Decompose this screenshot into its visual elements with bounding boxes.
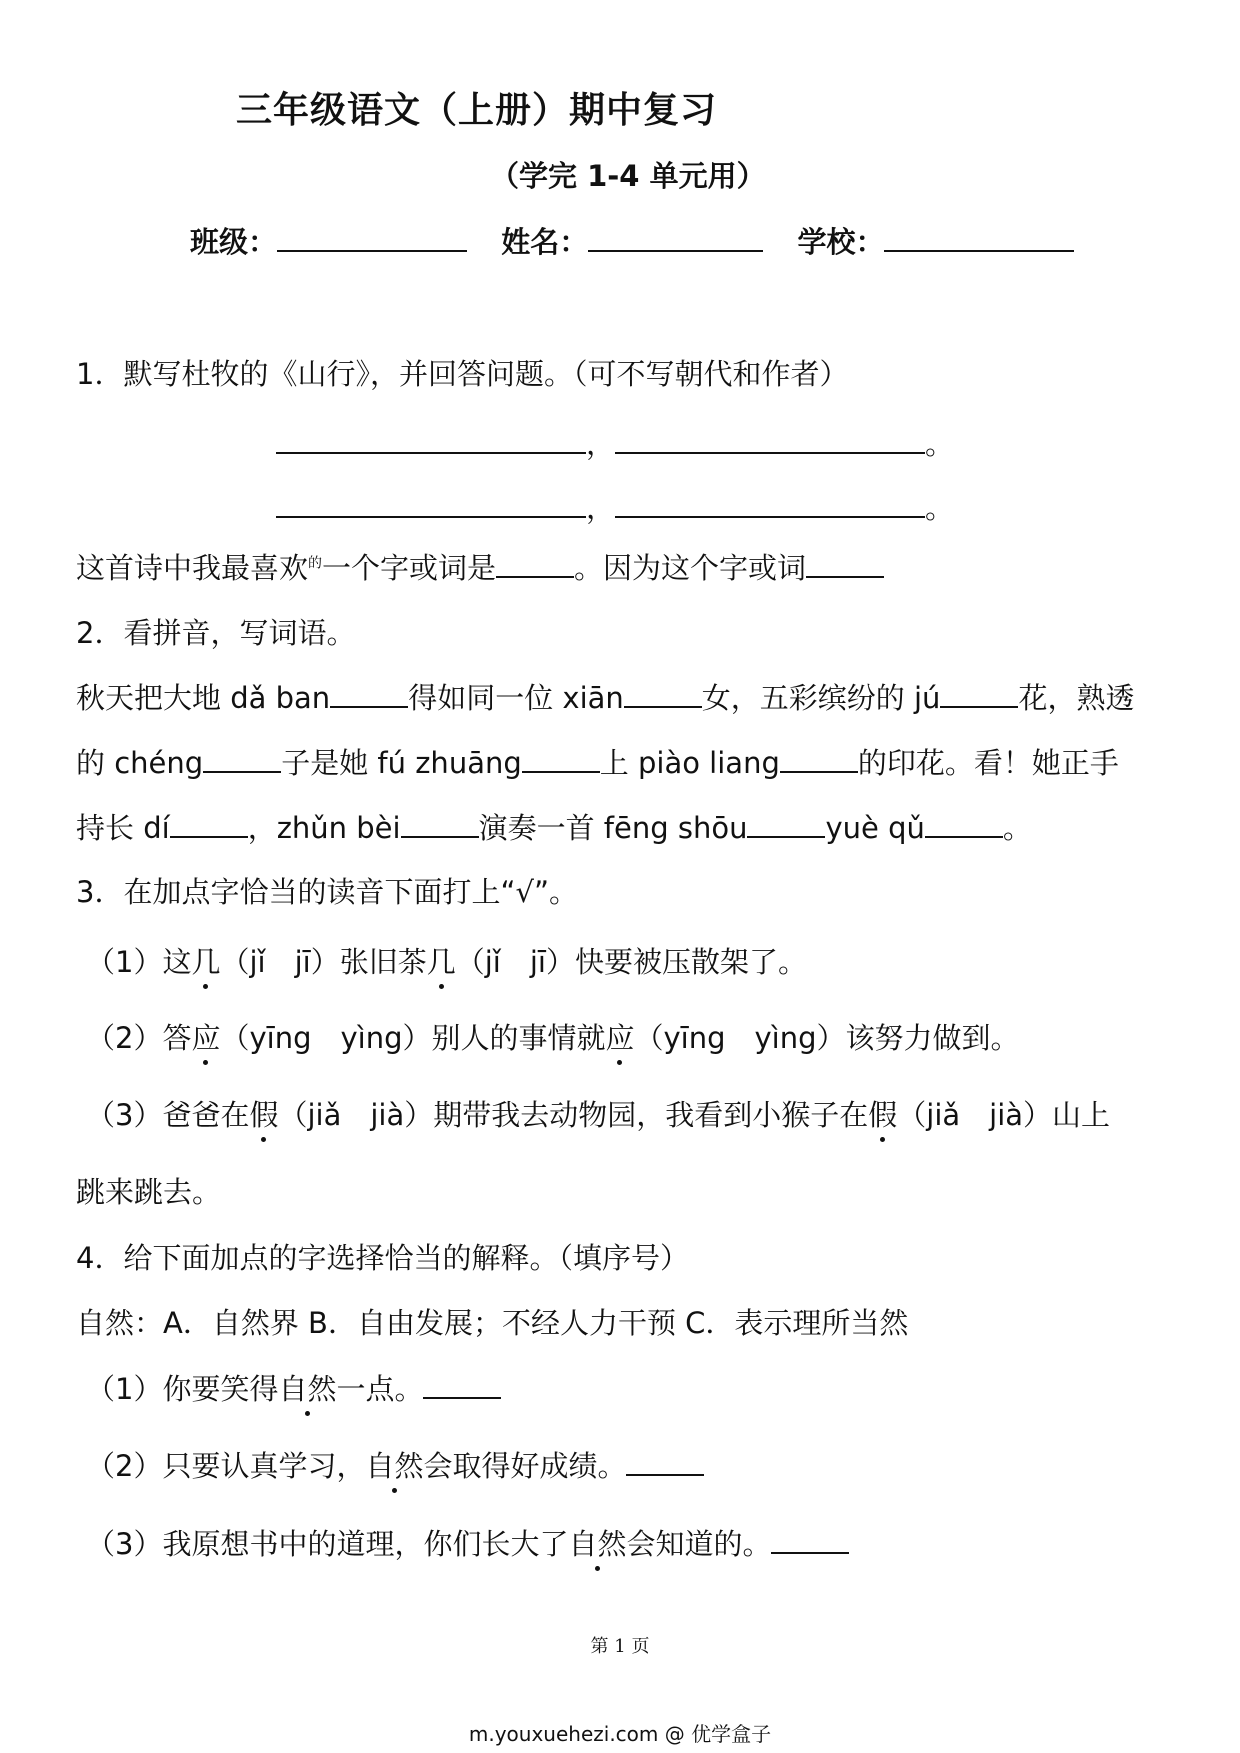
answer-blank[interactable]	[401, 807, 479, 838]
dotted-char: 自然	[365, 1444, 423, 1485]
q4-prompt: 4．给下面加点的字选择恰当的解释。（填序号）	[76, 1241, 689, 1275]
q2-text: ，zhǔn bèi	[247, 811, 401, 845]
answer-blank[interactable]	[780, 742, 858, 773]
class-label: 班级：	[190, 225, 278, 259]
class-field[interactable]	[277, 221, 467, 252]
q1-text: 。因为这个字或词	[574, 551, 807, 585]
q2-text: 持长 dí	[76, 811, 170, 845]
q3-text: （jiǎ jià）期带我去动物园，我看到小猴子在	[278, 1098, 869, 1132]
period: 。	[925, 491, 955, 525]
q2-text: 的 chéng	[76, 746, 204, 780]
q3-text: （yīng yìng）该努力做到。	[634, 1021, 1020, 1055]
comma: ，	[586, 427, 616, 461]
answer-blank[interactable]	[771, 1523, 849, 1554]
q3-text: （yīng yìng）别人的事情就	[220, 1021, 606, 1055]
q4-item-1	[86, 1367, 501, 1408]
q2-line-2	[76, 741, 1119, 782]
period: 。	[925, 427, 955, 461]
q2-text: yuè qǔ	[825, 811, 925, 845]
q2-prompt: 2．看拼音，写词语。	[76, 616, 356, 650]
answer-blank[interactable]	[624, 677, 702, 708]
dotted-char: 几	[191, 940, 220, 981]
poem-blank[interactable]	[615, 423, 925, 454]
q4-text: （2）只要认真学习，	[86, 1449, 366, 1483]
poem-blank[interactable]	[276, 487, 586, 518]
watermark: m.youxuehezi.com @ 优学盒子	[468, 1722, 772, 1746]
q2-text: 上 piào liang	[599, 746, 780, 780]
q4-text: （3）我原想书中的道理，你们长大了	[86, 1527, 569, 1561]
q2-line-3	[76, 806, 1032, 847]
q3-item-3-cont: 跳来跳去。	[76, 1175, 222, 1209]
answer-blank[interactable]	[496, 547, 574, 578]
page-number: 第 1 页	[590, 1636, 650, 1657]
dotted-char: 自然	[568, 1522, 626, 1563]
info-row	[190, 220, 1074, 261]
q3-item-3	[86, 1093, 1110, 1134]
answer-blank[interactable]	[806, 547, 884, 578]
poem-blank[interactable]	[615, 487, 925, 518]
page-title: 三年级语文（上册）期中复习	[236, 90, 718, 131]
dotted-char: 几	[427, 940, 456, 981]
answer-blank[interactable]	[423, 1368, 501, 1399]
q2-text: 女，五彩缤纷的 jú	[701, 681, 941, 715]
name-label: 姓名：	[501, 225, 589, 259]
q3-prompt: 3．在加点字恰当的读音下面打上“√”。	[76, 875, 578, 909]
q2-line-1	[76, 676, 1134, 717]
q2-text: 花，熟透	[1018, 681, 1135, 715]
q3-text: （jǐ jī）快要被压散架了。	[455, 945, 807, 979]
q4-item-3	[86, 1522, 849, 1563]
q4-text: 会取得好成绩。	[423, 1449, 627, 1483]
q2-text: 演奏一首 fēng shōu	[478, 811, 748, 845]
dotted-char: 假	[249, 1093, 278, 1134]
dotted-char: 假	[868, 1093, 897, 1134]
q1-text: 一个字或词是	[322, 551, 497, 585]
answer-blank[interactable]	[522, 742, 600, 773]
q2-text: 的印花。看！她正手	[857, 746, 1119, 780]
school-field[interactable]	[884, 221, 1074, 252]
q1-follow-up	[76, 546, 884, 587]
poem-line-2	[276, 486, 954, 527]
comma: ，	[586, 491, 616, 525]
q4-text: （1）你要笑得	[86, 1372, 279, 1406]
answer-blank[interactable]	[747, 807, 825, 838]
q3-item-1	[86, 940, 807, 981]
q4-text: 一点。	[336, 1372, 424, 1406]
q3-text: （1）这	[86, 945, 192, 979]
q1-text: 这首诗中我最喜欢	[76, 551, 309, 585]
poem-blank[interactable]	[276, 423, 586, 454]
q3-text: （2）答	[86, 1021, 192, 1055]
q2-text: 秋天把大地 dǎ ban	[76, 681, 331, 715]
q4-text: 会知道的。	[626, 1527, 772, 1561]
answer-blank[interactable]	[330, 677, 408, 708]
answer-blank[interactable]	[940, 677, 1018, 708]
school-label: 学校：	[797, 225, 885, 259]
dotted-char: 应	[191, 1016, 220, 1057]
q3-item-2	[86, 1016, 1020, 1057]
q1-prompt: 1．默写杜牧的《山行》，并回答问题。（可不写朝代和作者）	[76, 357, 849, 391]
answer-blank[interactable]	[925, 807, 1003, 838]
q3-text: （jǐ jī）张旧茶	[220, 945, 427, 979]
answer-blank[interactable]	[626, 1445, 704, 1476]
q2-text: 。	[1002, 811, 1032, 845]
dotted-char: 自然	[278, 1367, 336, 1408]
q3-text: （jiǎ jià）山上	[897, 1098, 1111, 1132]
q2-text: 子是她 fú zhuāng	[281, 746, 522, 780]
name-field[interactable]	[588, 221, 763, 252]
q1-small-char: 的	[308, 555, 323, 572]
page-subtitle: （学完 1-4 单元用）	[490, 159, 766, 193]
q4-options: 自然：A．自然界 B．自由发展；不经人力干预 C．表示理所当然	[76, 1306, 909, 1340]
q3-text: （3）爸爸在	[86, 1098, 250, 1132]
q2-text: 得如同一位 xiān	[408, 681, 624, 715]
answer-blank[interactable]	[170, 807, 248, 838]
poem-line-1	[276, 422, 954, 463]
dotted-char: 应	[605, 1016, 634, 1057]
q4-item-2	[86, 1444, 704, 1485]
answer-blank[interactable]	[203, 742, 281, 773]
